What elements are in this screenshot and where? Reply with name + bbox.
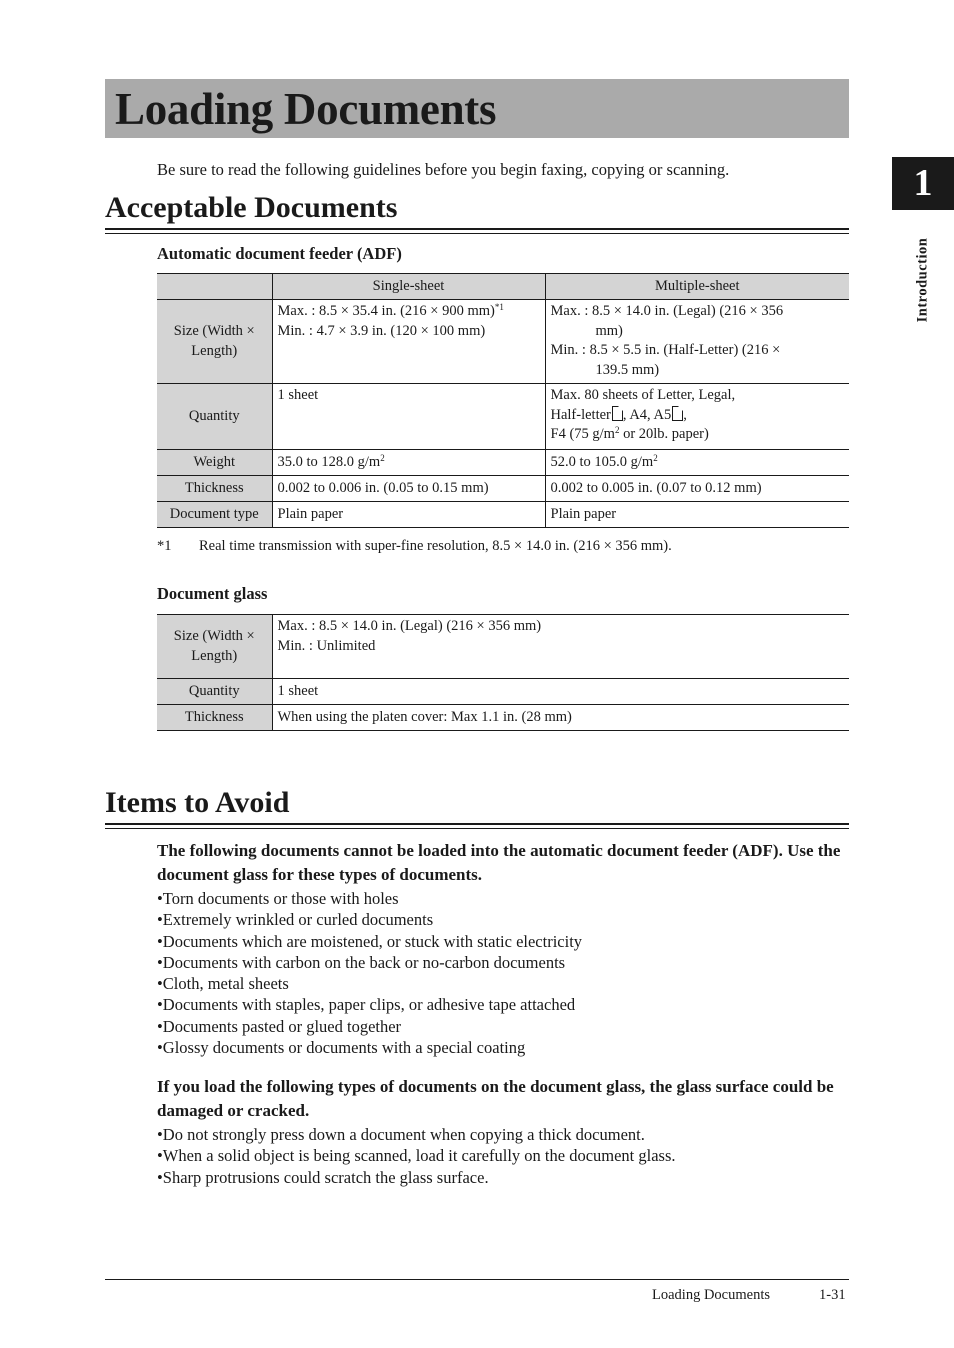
row-label-doc-type: Document type — [157, 502, 272, 528]
superscript: 2 — [653, 452, 658, 463]
list-item: • Documents with staples, paper clips, or adhesive tape attached — [157, 994, 582, 1015]
header-single-sheet: Single-sheet — [272, 274, 545, 300]
doc-type-single: Plain paper — [272, 502, 545, 528]
section-rule — [105, 233, 849, 234]
doc-type-multi: Plain paper — [545, 502, 849, 528]
size-multi-max: Max. : 8.5 × 14.0 in. (Legal) (216 × 356 — [550, 303, 784, 319]
section-rule — [105, 228, 849, 230]
row-label-size: Size (Width × Length) — [157, 615, 272, 679]
footer-rule — [105, 1279, 849, 1280]
table-row-size — [157, 300, 849, 384]
superscript: 2 — [380, 452, 385, 463]
footer-page-number: 1-31 — [819, 1287, 846, 1303]
footnote-ref: *1 — [494, 302, 504, 312]
adf-spec-table — [157, 273, 849, 528]
adf-avoid-list — [157, 888, 582, 1058]
size-multi-cell — [545, 300, 849, 384]
glass-spec-table — [157, 614, 849, 731]
chapter-label-container — [900, 225, 946, 335]
size-multi-max-cont: mm) — [595, 322, 623, 339]
glass-size-max: Max. : 8.5 × 14.0 in. (Legal) (216 × 356 mm) — [277, 618, 542, 634]
quantity-multi-line2c: , — [683, 406, 687, 423]
row-label-quantity: Quantity — [157, 384, 272, 450]
glass-thickness: When using the platen cover: Max 1.1 in. (28 mm) — [272, 705, 849, 731]
glass-size-cell — [272, 615, 849, 679]
row-label-size: Size (Width × Length) — [157, 300, 272, 384]
quantity-multi-line2a: Half-letter — [550, 406, 611, 423]
table-row-quantity — [157, 384, 849, 450]
portrait-page-icon — [672, 406, 683, 421]
portrait-page-icon — [612, 406, 623, 421]
table-header-row — [157, 274, 849, 300]
table-row-thickness — [157, 705, 849, 731]
glass-warning: If you load the following types of documents on the document glass, the glass surface could be damaged or cracked. — [157, 1077, 834, 1120]
list-item: • Glossy documents or documents with a special coating — [157, 1037, 582, 1058]
weight-single: 35.0 to 128.0 g/m — [277, 453, 381, 470]
list-item: • Documents pasted or glued together — [157, 1016, 582, 1037]
chapter-label: Introduction — [914, 237, 931, 323]
glass-quantity: 1 sheet — [272, 679, 849, 705]
size-single-max: Max. : 8.5 × 35.4 in. (216 × 900 mm) — [277, 303, 495, 319]
list-item: • Sharp protrusions could scratch the glass surface. — [157, 1167, 676, 1188]
list-item: • When a solid object is being scanned, load it carefully on the document glass. — [157, 1145, 676, 1166]
size-multi-min: Min. : 8.5 × 5.5 in. (Half-Letter) (216 × — [550, 342, 781, 358]
list-item: • Torn documents or those with holes — [157, 888, 582, 909]
footer-section: Loading Documents — [652, 1287, 770, 1303]
page-title-bar — [105, 79, 849, 138]
glass-heading: Document glass — [157, 584, 268, 603]
list-item: • Documents which are moistened, or stuck with static electricity — [157, 931, 582, 952]
quantity-multi-line3b: or 20lb. paper) — [619, 426, 709, 442]
glass-size-min: Min. : Unlimited — [277, 637, 376, 654]
quantity-multi-line1: Max. 80 sheets of Letter, Legal, — [550, 387, 736, 403]
glass-avoid-list — [157, 1124, 676, 1188]
list-item: • Do not strongly press down a document when copying a thick document. — [157, 1124, 676, 1145]
row-label-quantity: Quantity — [157, 679, 272, 705]
section-rule — [105, 823, 849, 825]
table-row-thickness — [157, 476, 849, 502]
list-item: • Cloth, metal sheets — [157, 973, 582, 994]
size-multi-min-cont: 139.5 mm) — [595, 361, 660, 378]
header-multiple-sheet: Multiple-sheet — [545, 274, 849, 300]
table-row-weight — [157, 450, 849, 476]
quantity-multi-cell — [545, 384, 849, 450]
adf-warning: The following documents cannot be loaded into the automatic document feeder (ADF). Use the document glass for these types of documents. — [157, 841, 841, 884]
table-row-doc-type — [157, 502, 849, 528]
size-single-min: Min. : 4.7 × 3.9 in. (120 × 100 mm) — [277, 322, 486, 339]
table-row-size — [157, 615, 849, 679]
page-title: Loading Documents — [115, 84, 497, 134]
adf-heading: Automatic document feeder (ADF) — [157, 244, 402, 263]
weight-single-cell — [272, 450, 545, 476]
adf-footnote — [157, 538, 672, 555]
thickness-multi: 0.002 to 0.005 in. (0.07 to 0.12 mm) — [545, 476, 849, 502]
footnote-mark: *1 — [157, 538, 172, 554]
quantity-single: 1 sheet — [272, 384, 545, 450]
list-item: • Extremely wrinkled or curled documents — [157, 909, 582, 930]
quantity-multi-line3a: F4 (75 g/m — [550, 426, 615, 442]
chapter-number-tab: 1 — [892, 157, 954, 210]
header-blank — [157, 274, 272, 300]
row-label-thickness: Thickness — [157, 476, 272, 502]
intro-text: Be sure to read the following guidelines before you begin faxing, copying or scanning. — [157, 160, 730, 179]
section-rule — [105, 828, 849, 829]
superscript: 2 — [614, 425, 620, 435]
footnote-text: Real time transmission with super-fine resolution, 8.5 × 14.0 in. (216 × 356 mm). — [199, 538, 672, 554]
list-item: • Documents with carbon on the back or no-carbon documents — [157, 952, 582, 973]
section-heading-avoid: Items to Avoid — [105, 786, 290, 819]
thickness-single: 0.002 to 0.006 in. (0.05 to 0.15 mm) — [272, 476, 545, 502]
weight-multi-cell — [545, 450, 849, 476]
size-single-cell — [272, 300, 545, 384]
quantity-multi-line2b: , A4, A5 — [622, 406, 672, 423]
row-label-weight: Weight — [157, 450, 272, 476]
table-row-quantity — [157, 679, 849, 705]
section-heading-acceptable: Acceptable Documents — [105, 191, 398, 224]
weight-multi: 52.0 to 105.0 g/m — [550, 453, 654, 470]
row-label-thickness: Thickness — [157, 705, 272, 731]
